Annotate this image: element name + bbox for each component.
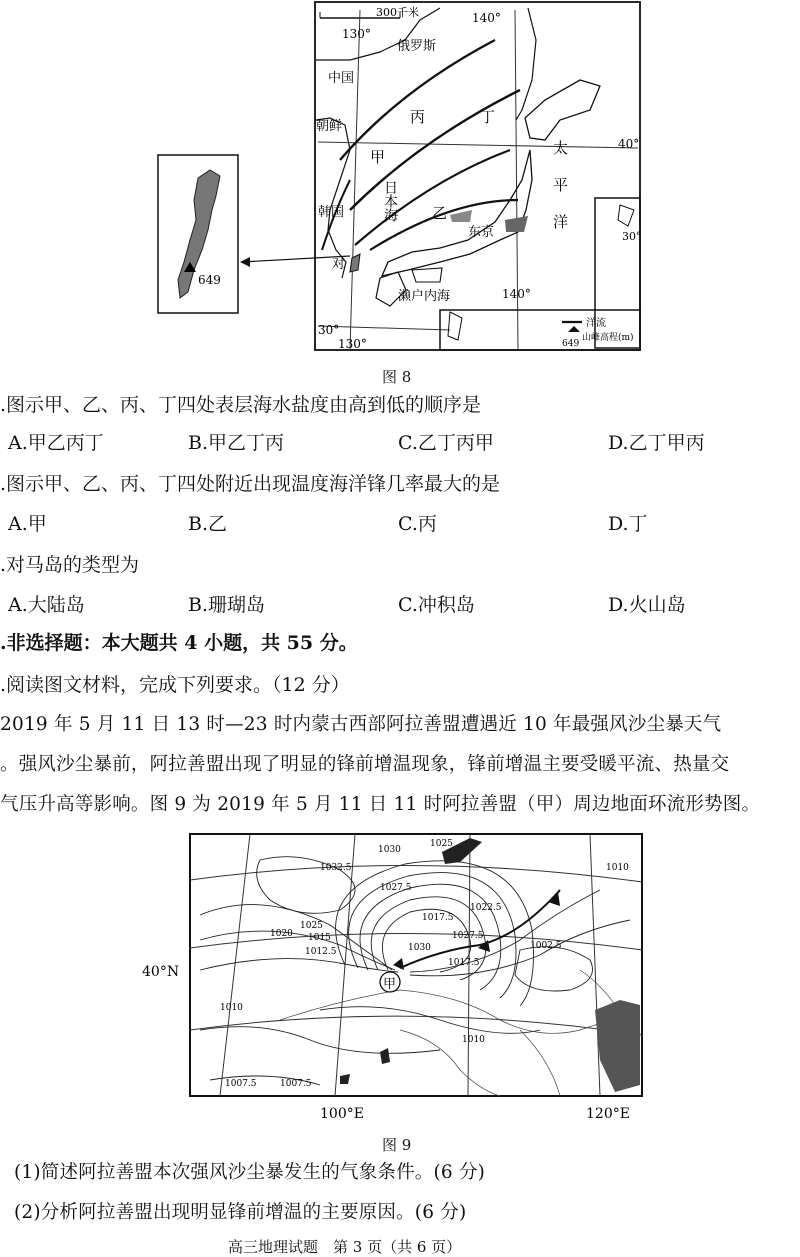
lon-140-bottom: 140° xyxy=(502,287,531,301)
sub-question-2: (2)分析阿拉善盟出现明显锋前增温的主要原因。(6 分) xyxy=(14,1202,467,1223)
question-2-stem: .图示甲、乙、丙、丁四处附近出现温度海洋锋几率最大的是 xyxy=(0,473,501,495)
label-yi: 乙 xyxy=(432,204,448,222)
question-1-option-a[interactable]: A.甲乙丙丁 xyxy=(8,432,104,454)
passage-line-2: 。强风沙尘暴前，阿拉善盟出现了明显的锋前增温现象，锋前增温主要受暖平流、热量交 xyxy=(0,754,730,775)
label-pacific: 太平洋 xyxy=(551,140,569,251)
isobar-label-10325: 1032.5 xyxy=(320,863,352,873)
label-russia: 俄罗斯 xyxy=(397,39,437,54)
lon-130-top: 130° xyxy=(342,27,371,41)
label-tokyo: 东京 xyxy=(468,225,495,240)
question-3-option-a[interactable]: A.大陆岛 xyxy=(8,594,85,616)
figure-9-frame xyxy=(190,834,642,1096)
hokkaido-outline xyxy=(525,80,600,140)
isobar-label-1015: 1015 xyxy=(308,933,331,943)
lat-30-inset-label: 30° xyxy=(622,230,642,243)
label-north-korea: 朝鲜 xyxy=(316,119,343,134)
parallel-40 xyxy=(318,142,638,148)
figure-9-container xyxy=(140,830,660,1130)
figure-8-caption: 图 8 xyxy=(382,368,412,386)
question-1-stem: .图示甲、乙、丙、丁四处表层海水盐度由高到低的顺序是 xyxy=(0,394,482,416)
current-line-1 xyxy=(340,40,495,160)
question-3-option-b[interactable]: B.珊瑚岛 xyxy=(188,594,266,616)
section-heading: .非选择题：本大题共 4 小题，共 55 分。 xyxy=(0,632,358,654)
sub-question-1: (1)简述阿拉善盟本次强风沙尘暴发生的气象条件。(6 分) xyxy=(14,1162,486,1183)
isobar-label-10075b: 1007.5 xyxy=(280,1079,312,1089)
isobar-label-1025b: 1025 xyxy=(430,839,453,849)
label-tsushima-strait: 对 xyxy=(332,257,346,272)
lon-140-top: 140° xyxy=(472,11,501,25)
question-3-option-d[interactable]: D.火山岛 xyxy=(608,594,686,616)
isobar-label-10175b: 1017.5 xyxy=(448,958,480,968)
isobar-label-1025: 1025 xyxy=(300,921,323,931)
lat-40n-label: 40°N xyxy=(142,964,180,980)
passage-line-3: 气压升高等影响。图 9 为 2019 年 5 月 11 日 11 时阿拉善盟（甲）周边地面环流形势图。 xyxy=(0,794,761,815)
lower-inset-frame xyxy=(440,310,640,350)
question-2-option-c[interactable]: C.丙 xyxy=(398,513,437,535)
isobar-label-1010a: 1010 xyxy=(220,1003,243,1013)
isobar-label-10025: 1002.5 xyxy=(530,941,562,951)
figure-8-map xyxy=(150,0,650,355)
legend-peak-icon xyxy=(568,326,580,332)
label-seto-inland-sea: 濑户内海 xyxy=(398,289,451,304)
isobar-label-1020: 1020 xyxy=(270,929,293,939)
question-1-option-d[interactable]: D.乙丁甲丙 xyxy=(608,432,705,454)
main-map-frame xyxy=(315,2,640,350)
lat-40-label: 40° xyxy=(618,137,640,151)
label-bing: 丙 xyxy=(410,108,426,126)
isobar-label-10225: 1022.5 xyxy=(470,903,502,913)
label-china: 中国 xyxy=(328,71,355,86)
lon-130-bottom: 130° xyxy=(338,337,367,351)
label-ding: 丁 xyxy=(480,108,496,126)
question-3-stem: .对马岛的类型为 xyxy=(0,554,140,576)
scale-label: 300千米 xyxy=(376,6,419,19)
label-jia: 甲 xyxy=(370,148,386,166)
island-peak-label: 649 xyxy=(198,273,221,287)
question-intro: .阅读图文材料，完成下列要求。（12 分） xyxy=(0,674,350,696)
isobar-label-10275b: 1027.5 xyxy=(380,883,412,893)
figure-9-map xyxy=(140,830,660,1130)
page-footer: 高三地理试题 第 3 页（共 6 页） xyxy=(228,1238,462,1256)
question-2-option-b[interactable]: B.乙 xyxy=(188,513,228,535)
isobar-label-10275: 1027.5 xyxy=(452,931,484,941)
isobar-label-10125: 1012.5 xyxy=(305,947,337,957)
isobar-label-10175a: 1017.5 xyxy=(422,913,454,923)
figure-9-jia-label: 甲 xyxy=(383,977,397,992)
figure-8-container xyxy=(150,0,650,355)
isobar-label-1010c: 1010 xyxy=(462,1035,485,1045)
honshu-outline xyxy=(382,150,532,276)
question-1-option-c[interactable]: C.乙丁丙甲 xyxy=(398,432,494,454)
inset-arrow-head-icon xyxy=(240,257,250,267)
lon-100e-label: 100°E xyxy=(320,1106,364,1122)
isobar-label-10075a: 1007.5 xyxy=(225,1079,257,1089)
meridian-130 xyxy=(350,10,360,350)
legend-peak-label: 山峰高程(m) xyxy=(582,333,634,343)
question-2-option-a[interactable]: A.甲 xyxy=(8,513,47,535)
isobar-label-1010b: 1010 xyxy=(606,863,629,873)
passage-line-1: 2019 年 5 月 11 日 13 时—23 时内蒙古西部阿拉善盟遭遇近 10 年最强风沙尘暴天气 xyxy=(0,714,722,735)
question-1-option-b[interactable]: B.甲乙丁丙 xyxy=(188,432,285,454)
question-3-option-c[interactable]: C.冲积岛 xyxy=(398,594,475,616)
label-japan-sea: 日本海 xyxy=(382,180,398,222)
isobar-label-1030a: 1030 xyxy=(378,845,401,855)
legend-current-label: 洋流 xyxy=(586,318,606,329)
label-south-korea: 韩国 xyxy=(318,205,345,220)
legend-649-label: 649 xyxy=(562,339,580,349)
lat-30-label: 30° xyxy=(318,323,340,337)
lon-120e-label: 120°E xyxy=(586,1106,630,1122)
question-2-option-d[interactable]: D.丁 xyxy=(608,513,648,535)
figure-9-caption: 图 9 xyxy=(382,1136,412,1154)
isobar-label-1030b: 1030 xyxy=(408,943,431,953)
